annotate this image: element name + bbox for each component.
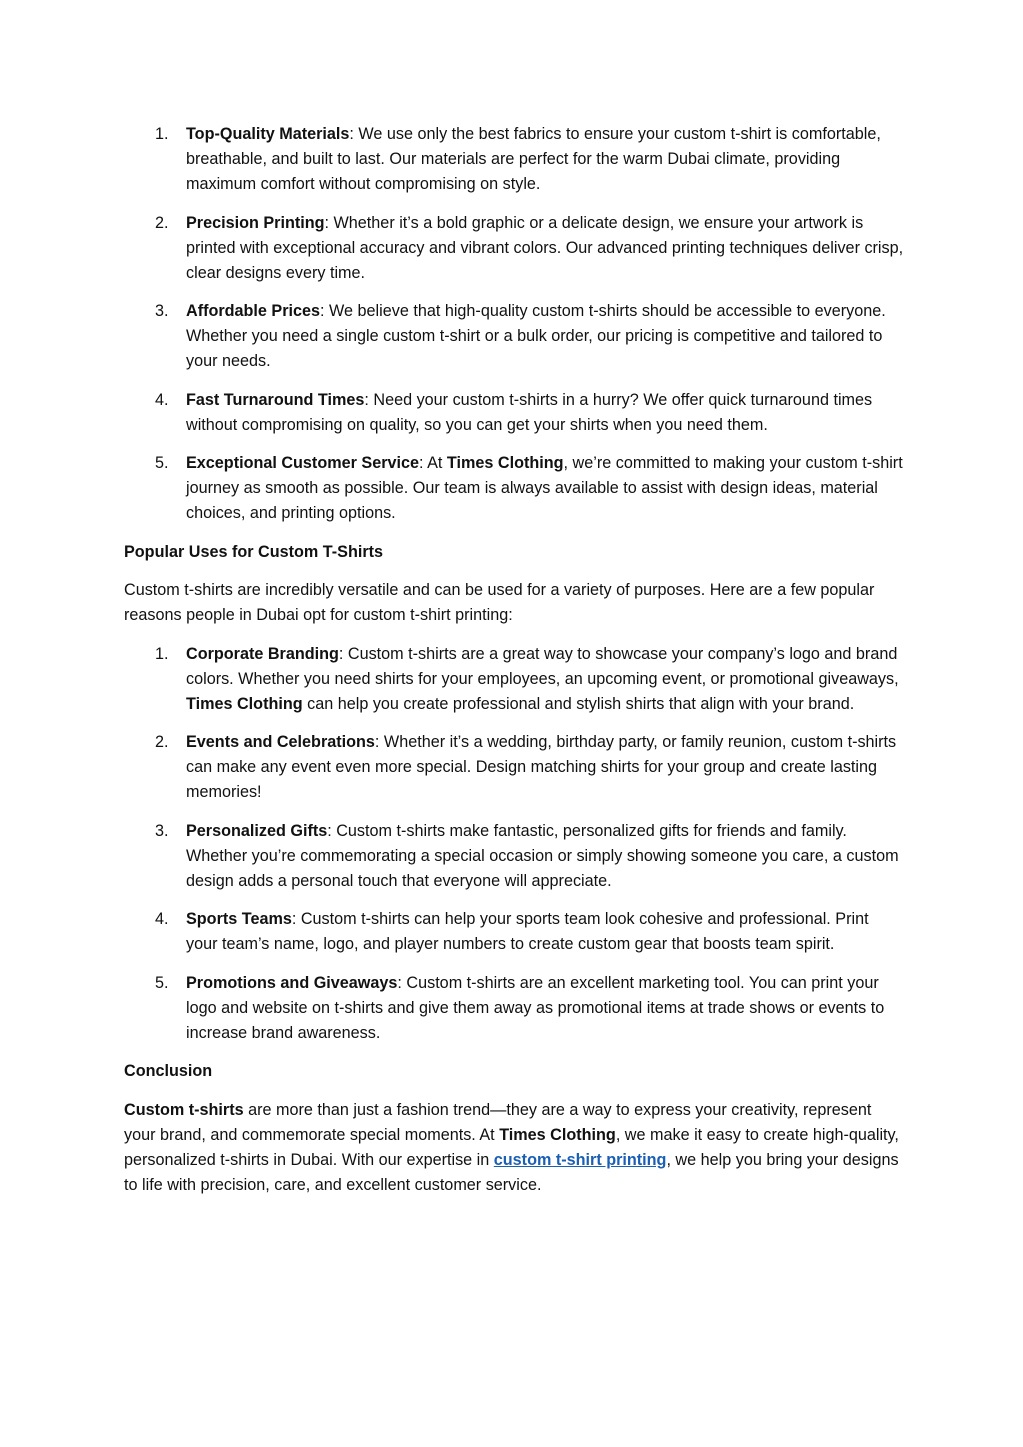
brand-name: Times Clothing (446, 454, 564, 472)
item-title: Affordable Prices (186, 302, 321, 320)
document-page (124, 122, 904, 1211)
item-text: : Whether it’s a bold graphic or a delicate design, we ensure your artwork is printed with exceptional accuracy and vibrant colors. Our advanced printing techniques deliver crisp, clear designs every time. (186, 213, 904, 282)
list-number: 5. (155, 454, 169, 472)
list-number: 2. (155, 733, 169, 751)
item-text: : Custom t-shirts are a great way to showcase your company’s logo and brand colors. Whether you need shirts for your employees, an upcoming event, or promotional giveaways, (186, 644, 899, 688)
uses-list (124, 642, 904, 1046)
list-number: 3. (155, 302, 169, 320)
item-text: : Custom t-shirts make fantastic, personalized gifts for friends and family. Whether you’re commemorating a special occasion or simply showing someone you care, a custom design adds a personal touch that everyone will appreciate. (186, 821, 899, 890)
item-title: Corporate Branding (186, 644, 339, 663)
list-item (124, 299, 904, 374)
item-text: can help you create professional and stylish shirts that align with your brand. (302, 694, 855, 713)
benefits-list (124, 122, 904, 526)
item-text: : At (419, 454, 447, 472)
list-number: 1. (155, 644, 169, 663)
item-title: Personalized Gifts (186, 821, 328, 840)
list-item (124, 907, 904, 957)
item-title: Sports Teams (186, 910, 292, 928)
list-number: 3. (155, 821, 169, 840)
uses-intro: Custom t-shirts are incredibly versatile and can be used for a variety of purposes. Here are a few popular reasons people in Dubai opt for custom t-shirt printing: (124, 581, 875, 624)
item-text: , we’re committed to making your custom t-shirt journey as smooth as possible. Our team is always available to assist with design ideas, material choices, and printing options. (186, 454, 903, 522)
uses-heading: Popular Uses for Custom T-Shirts (124, 542, 384, 561)
list-number: 5. (155, 973, 169, 992)
list-item (124, 642, 904, 717)
list-item (124, 971, 904, 1046)
item-text: : Custom t-shirts are an excellent marketing tool. You can print your logo and website on t-shirts and give them away as promotional items at trade shows or events to increase brand awareness. (186, 973, 885, 1042)
list-item (124, 388, 904, 438)
list-item (124, 451, 904, 526)
list-item (124, 819, 904, 894)
item-title: Events and Celebrations (186, 733, 375, 751)
item-text: : Whether it’s a wedding, birthday party, or family reunion, custom t-shirts can make any event even more special. Design matching shirts for your group and create lasting memories! (186, 733, 897, 801)
list-number: 4. (155, 910, 169, 928)
brand-name: Times Clothing (499, 1125, 616, 1144)
item-text: : Custom t-shirts can help your sports team look cohesive and professional. Print your team’s name, logo, and player numbers to create custom gear that boosts team spirit. (186, 910, 869, 953)
list-item (124, 730, 904, 805)
list-number: 1. (155, 125, 169, 143)
custom-tshirt-printing-link[interactable]: custom t-shirt printing (493, 1150, 667, 1169)
item-text: : We use only the best fabrics to ensure your custom t-shirt is comfortable, breathable, and built to last. Our materials are perfect for the warm Dubai climate, providing maximum comfort without compromising on style. (186, 125, 881, 193)
list-number: 2. (155, 213, 169, 232)
item-title: Promotions and Giveaways (186, 973, 398, 992)
item-title: Precision Printing (186, 213, 325, 232)
paragraph-text: , we help you bring your designs to life with precision, care, and excellent customer service. (124, 1150, 899, 1194)
paragraph-text: are more than just a fashion trend—they are a way to express your creativity, represent your brand, and commemorate special moments. At (124, 1100, 872, 1144)
paragraph-text: , we make it easy to create high-quality, personalized t-shirts in Dubai. With our expertise in (124, 1125, 899, 1169)
conclusion-paragraph (124, 1098, 904, 1198)
lead-phrase: Custom t-shirts (124, 1100, 244, 1119)
list-number: 4. (155, 390, 169, 409)
conclusion-heading: Conclusion (124, 1062, 213, 1080)
item-title: Exceptional Customer Service (186, 454, 420, 472)
brand-name: Times Clothing (186, 694, 303, 713)
item-text: : Need your custom t-shirts in a hurry? We offer quick turnaround times without compromising on quality, so you can get your shirts when you need them. (186, 390, 873, 434)
item-title: Top-Quality Materials (186, 125, 350, 143)
item-title: Fast Turnaround Times (186, 390, 365, 409)
list-item (124, 211, 904, 286)
list-item (124, 122, 904, 197)
item-text: : We believe that high-quality custom t-shirts should be accessible to everyone. Whether you need a single custom t-shirt or a bulk order, our pricing is competitive and tailored to your needs. (186, 302, 886, 370)
